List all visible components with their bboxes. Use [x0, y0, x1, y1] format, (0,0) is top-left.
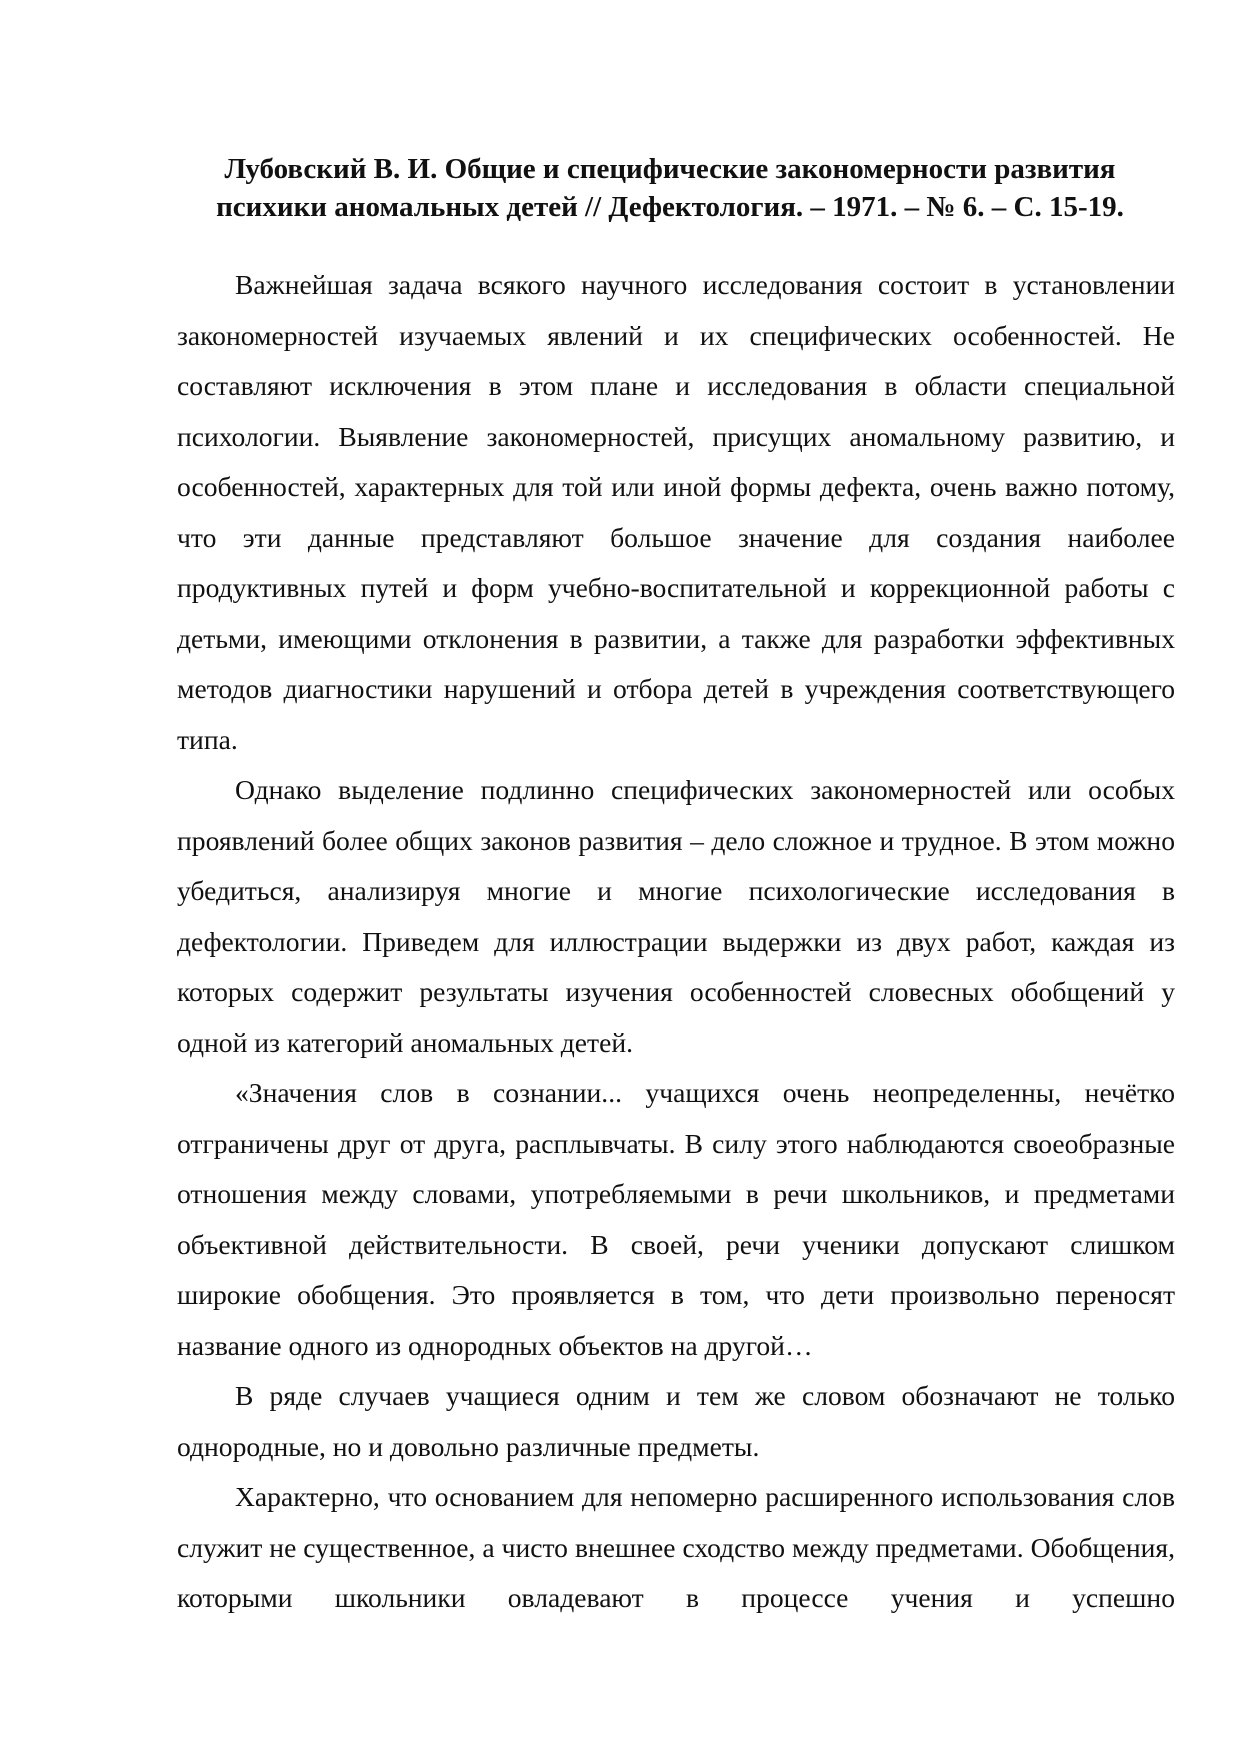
paragraph-2: Однако выделение подлинно специфических закономерностей или особых проявлений более общих законов развития – дело сложное и трудное. В этом можно убедиться, анализируя многие и многие психологические исследования в дефектологии. Приведем для иллюстрации выдержки из двух работ, каждая из которых содержит результаты изучения особенностей словесных обобщений у одной из категорий аномальных детей.	[177, 774, 1175, 1058]
document-body	[177, 260, 1175, 1624]
paragraph-3: «Значения слов в сознании... учащихся очень неопределенны, нечётко отграничены друг от друга, расплывчаты. В силу этого наблюдаются своеобразные отношения между словами, употребляемыми в речи школьников, и предметами объективной действительности. В своей, речи ученики допускают слишком широкие обобщения. Это проявляется в том, что дети произвольно переносят название одного из однородных объектов на другой…	[177, 1077, 1175, 1361]
paragraph-1: Важнейшая задача всякого научного исследования состоит в установлении закономерностей изучаемых явлений и их специфических особенностей. Не составляют исключения в этом плане и исследования в области специальной психологии. Выявление закономерностей, присущих аномальному развитию, и особенностей, характерных для той или иной формы дефекта, очень важно потому, что эти данные представляют большое значение для создания наиболее продуктивных путей и форм учебно-воспитательной и коррекционной работы с детьми, имеющими отклонения в развитии, а также для разработки эффективных методов диагностики нарушений и отбора детей в учреждения соответствующего типа.	[177, 269, 1175, 755]
document-title	[150, 150, 1190, 226]
paragraph-5: Характерно, что основанием для непомерно расширенного использования слов служит не существенное, а чисто внешнее сходство между предметами. Обобщения, которыми школьники овладевают в процессе учения и успешно	[177, 1481, 1175, 1613]
paragraph-4: В ряде случаев учащиеся одним и тем же словом обозначают не только однородные, но и довольно различные предметы.	[177, 1380, 1175, 1462]
title-line-2: психики аномальных детей // Дефектология. – 1971. – № 6. – С. 15-19.	[216, 191, 1124, 223]
title-line-1: Лубовский В. И. Общие и специфические закономерности развития	[224, 153, 1116, 185]
